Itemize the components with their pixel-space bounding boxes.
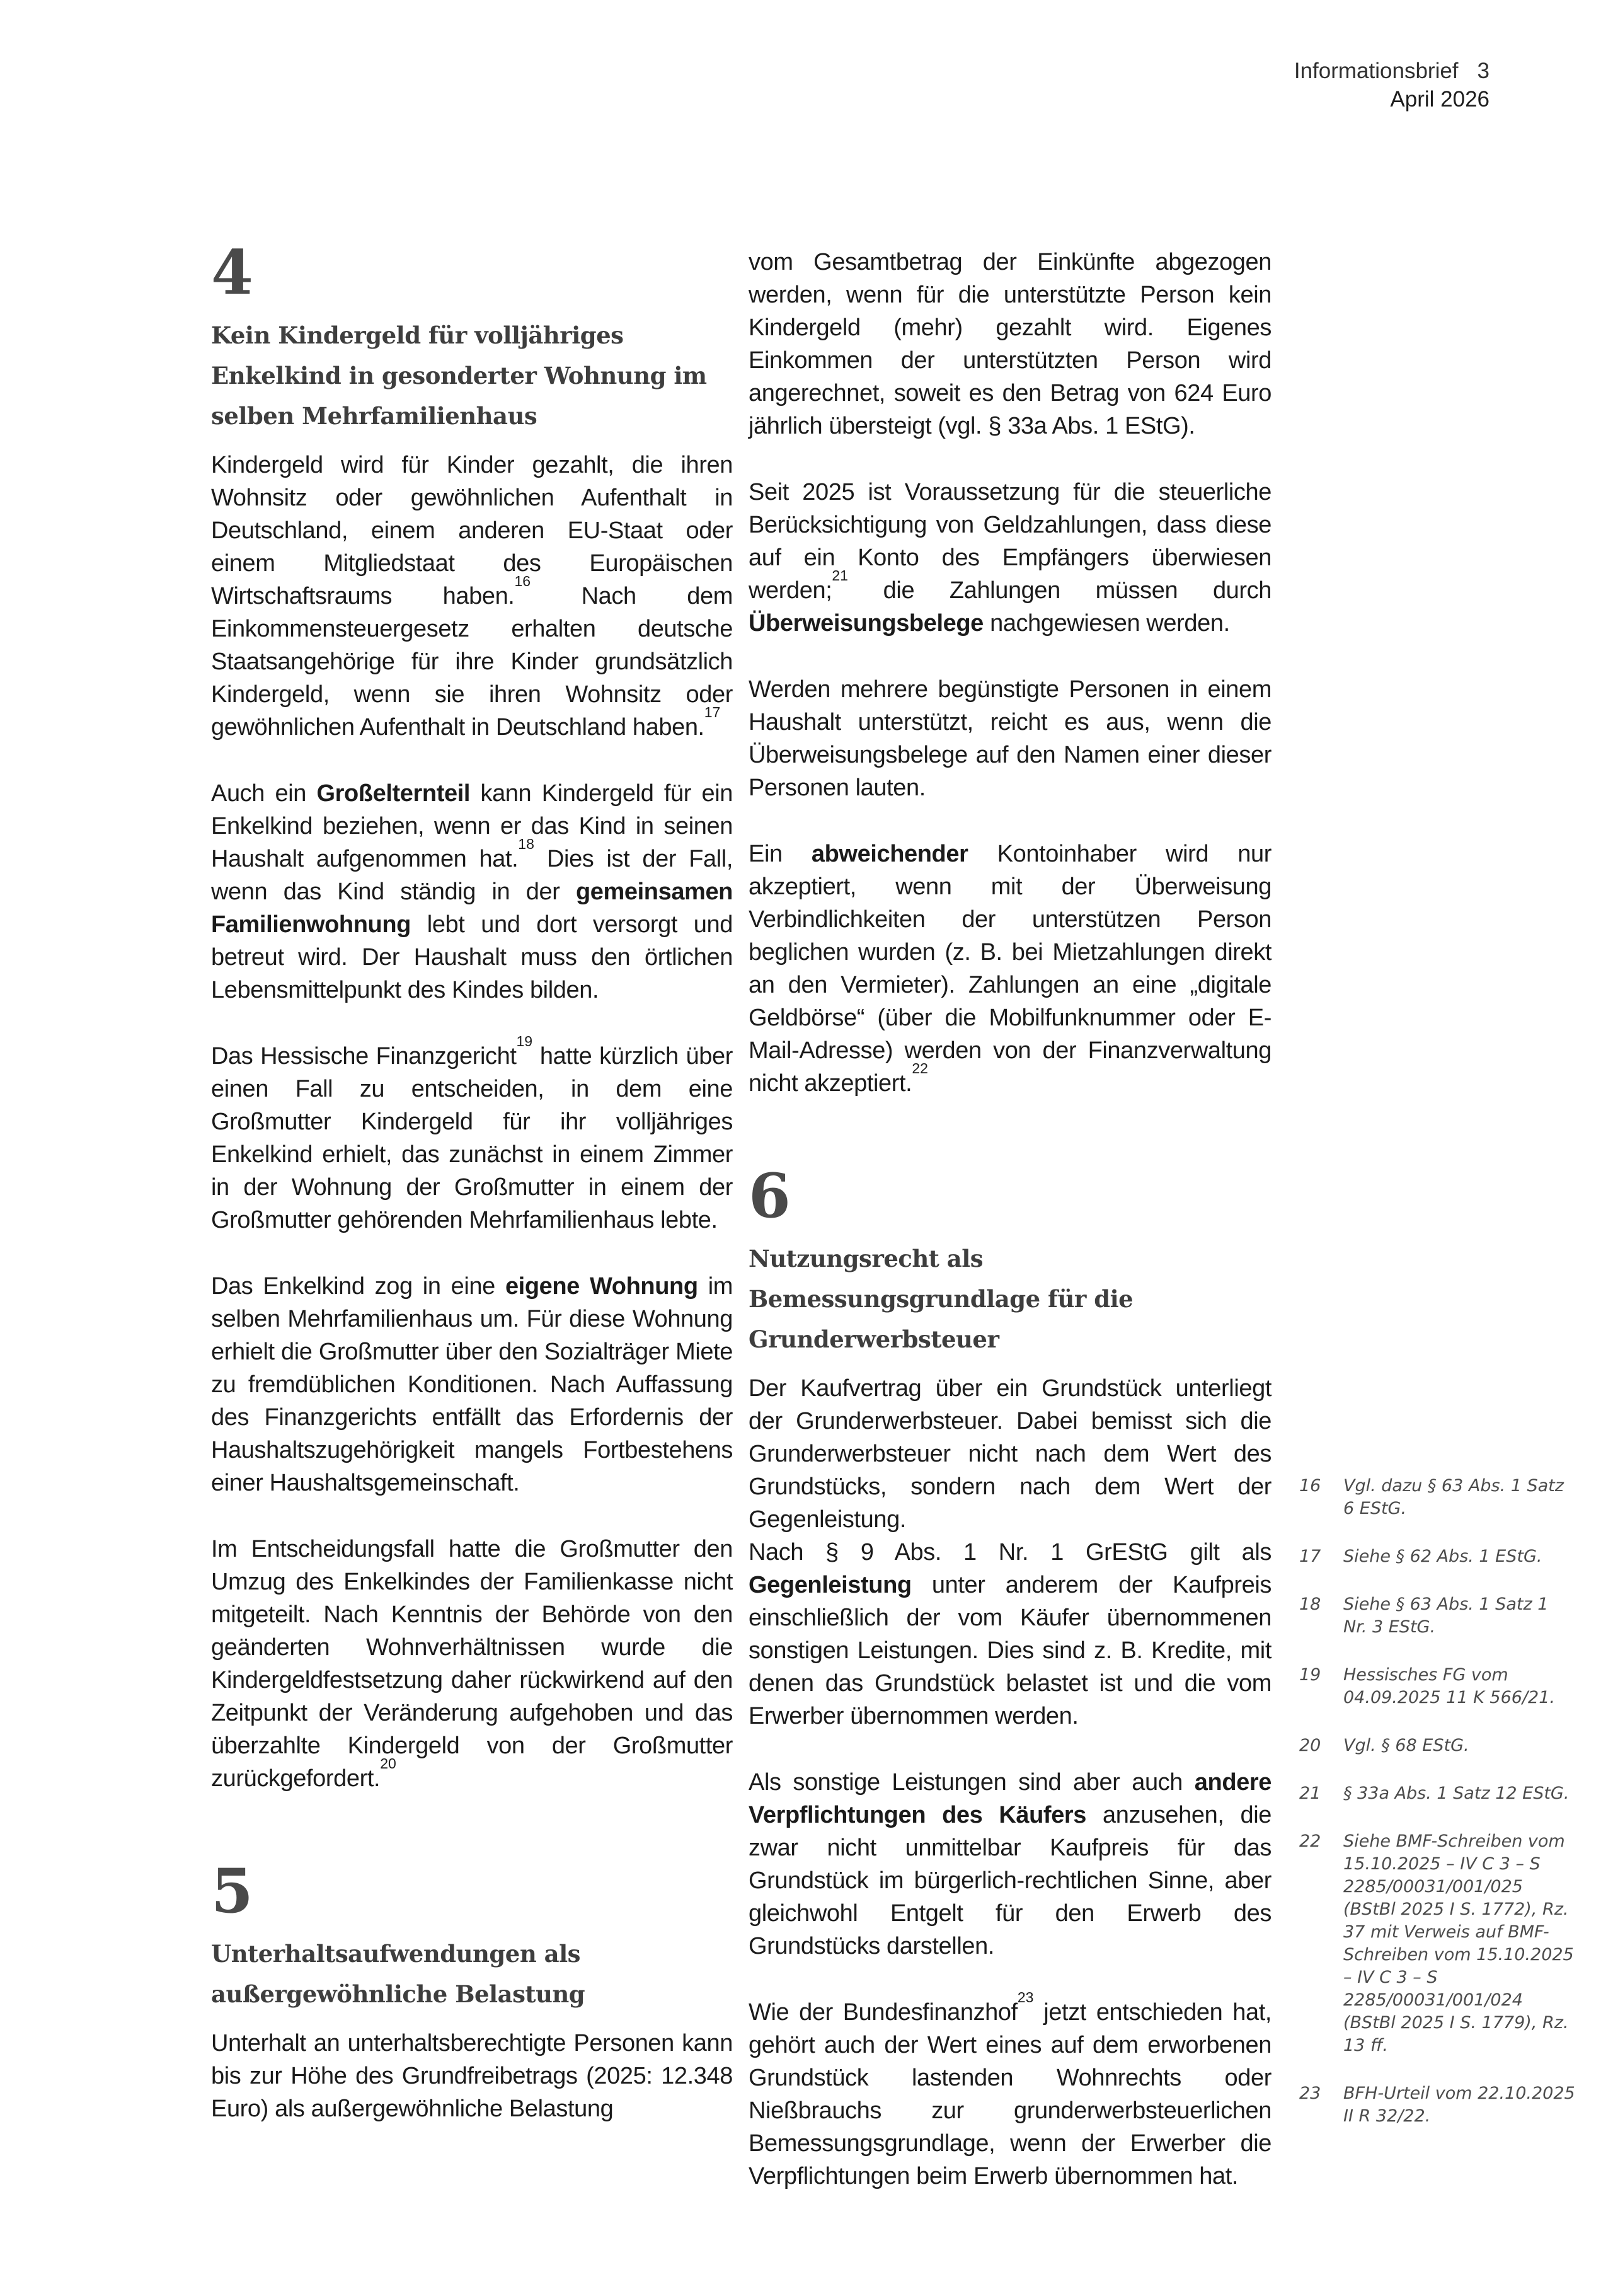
- section-5-continuation-paragraph: Ein abweichender Kontoinhaber wird nur akzeptiert, wenn mit der Überweisung Verbindlichkeiten der unterstützen Person beglichen wurden (z. B. bei Mietzahlungen direkt an den Vermieter). Zahlungen an eine „digitale Geldbörse“ (über die Mobilfunknummer oder E-Mail-Adresse) werden von der Finanzverwaltung nicht akzeptiert.$^{22}$: [749, 841, 1271, 1097]
- section-4-paragraph: Das Hessische Finanzgericht$^{19}$ hatte kürzlich über einen Fall zu entscheiden, in dem eine Großmutter Kindergeld für ihr volljähriges Enkelkind erhielt, das zunächst in einem Zimmer in der Wohnung der Großmutter in einem der Großmutter gehörenden Mehrfamilienhaus lebte.: [211, 1033, 733, 1233]
- section-6-paragraph: Der Kaufvertrag über ein Grundstück unterliegt der Grunderwerbsteuer. Dabei bemisst sich die Grunderwerbsteuer nicht nach dem Wert des Grundstücks, sondern nach dem Wert der Gegenleistung.: [749, 1375, 1271, 1533]
- header-line: [1294, 57, 1490, 85]
- footnote: [1299, 1734, 1576, 1757]
- footnote-number: 20: [1299, 1736, 1321, 1755]
- section-5-continuation-paragraph: Werden mehrere begünstigte Personen in einem Haushalt unterstützt, reicht es aus, wenn die Überweisungsbelege auf den Namen einer dieser Personen lauten.: [749, 676, 1271, 801]
- footnote: [1299, 1593, 1576, 1639]
- section-4-paragraph: Das Enkelkind zog in eine eigene Wohnung im selben Mehrfamilienhaus um. Für diese Wohnung erhielt die Großmutter über den Sozialträger Miete zu fremdüblichen Konditionen. Nach Auffassung des Finanzgerichts entfällt das Erfordernis der Haushaltszugehörigkeit mangels Fortbestehens einer Haushaltsgemeinschaft.: [211, 1273, 733, 1496]
- page-header: [1294, 57, 1490, 113]
- section-6-paragraph: Nach § 9 Abs. 1 Nr. 1 GrEStG gilt als Gegenleistung unter anderem der Kaufpreis einschließlich der vom Käufer übernommenen sonstigen Leistungen. Dies sind z. B. Kredite, mit denen das Grundstück belastet ist und die vom Erwerber übernommen werden.: [749, 1539, 1271, 1729]
- footnote: [1299, 1475, 1576, 1520]
- footnote: [1299, 1664, 1576, 1709]
- footnote-number: 17: [1299, 1547, 1321, 1566]
- footnote: [1299, 1782, 1576, 1805]
- section-4-paragraph: Kindergeld wird für Kinder gezahlt, die ihren Wohnsitz oder gewöhnlichen Aufenthalt in Deutschland, einem anderen EU-Staat oder einem Mitgliedstaat des Europäischen Wirtschaftsraums haben.$^{16}$ Nach dem Einkommensteuergesetz erhalten deutsche Staatsangehörige für ihre Kinder grundsätzlich Kindergeld, wenn sie ihren Wohnsitz oder gewöhnlichen Aufenthalt in Deutschland haben.$^{17}$: [211, 452, 733, 741]
- footnote-text: Siehe § 62 Abs. 1 EStG.: [1343, 1547, 1542, 1566]
- section-5-title: Unterhaltsaufwendungen als außergewöhnliche Belastung: [211, 1940, 585, 2008]
- footnotes-column: [1299, 1475, 1576, 2153]
- footnote: [1299, 1545, 1576, 1568]
- section-5-continuation-paragraph: vom Gesamtbetrag der Einkünfte abgezogen werden, wenn für die unterstützte Person kein Kindergeld (mehr) gezahlt wird. Eigenes Einkommen der unterstützten Person wird angerechnet, soweit es den Betrag von 624 Euro jährlich übersteigt (vgl. § 33a Abs. 1 EStG).: [749, 249, 1271, 439]
- footnote-number: 19: [1299, 1665, 1321, 1685]
- footnote-text: Siehe § 63 Abs. 1 Satz 1 Nr. 3 EStG.: [1343, 1595, 1549, 1637]
- footnote-number: 18: [1299, 1595, 1321, 1614]
- footnote-text: Siehe BMF-Schreiben vom 15.10.2025 – IV C 3 – S 2285/00031/001/025 (BStBl 2025 I S. 1772), Rz. 37 mit Verweis auf BMF-Schreiben vom 15.10.2025 – IV C 3 – S 2285/00031/001/024 (BStBl 2025 I S. 1779), Rz. 13 ff.: [1343, 1832, 1574, 2055]
- footnote-number: 22: [1299, 1832, 1321, 1851]
- section-4-paragraph: Im Entscheidungsfall hatte die Großmutter den Umzug des Enkelkindes der Familienkasse nicht mitgeteilt. Nach Kenntnis der Behörde von den geänderten Wohnverhältnissen wurde die Kindergeldfestsetzung daher rückwirkend auf den Zeitpunkt der Veränderung aufgehoben und das überzahlte Kindergeld von der Großmutter zurückgefordert.$^{20}$: [211, 1536, 733, 1792]
- section-4-paragraph: Auch ein Großelternteil kann Kindergeld für ein Enkelkind beziehen, wenn er das Kind in seinen Haushalt aufgenommen hat.$^{18}$ Dies ist der Fall, wenn das Kind ständig in der gemeinsamen Familienwohnung lebt und dort versorgt und betreut wird. Der Haushalt muss den örtlichen Lebensmittelpunkt des Kindes bilden.: [211, 780, 733, 1003]
- section-6-number: 6: [749, 1160, 791, 1232]
- issue-date: April 2026: [1390, 87, 1490, 112]
- section-5-paragraph: Unterhalt an unterhaltsberechtigte Personen kann bis zur Höhe des Grundfreibetrags (2025: 12.348 Euro) als außergewöhnliche Belastung: [211, 2030, 733, 2122]
- left-column: [211, 237, 733, 2159]
- footnote-text: BFH-Urteil vom 22.10.2025 II R 32/22.: [1343, 2084, 1575, 2126]
- newsletter-title: Informationsbrief: [1294, 59, 1459, 83]
- footnote: [1299, 2082, 1576, 2128]
- section-5-number: 5: [211, 1855, 253, 1927]
- section-6-paragraph: Wie der Bundesfinanzhof$^{23}$ jetzt entschieden hat, gehört auch der Wert eines auf dem erworbenen Grundstück lastenden Wohnrechts oder Nießbrauchs zur grunderwerbsteuerlichen Bemessungsgrundlage, wenn der Erwerber die Verpflichtungen beim Erwerb übernommen hat.: [749, 1989, 1272, 2189]
- footnote-text: Vgl. dazu § 63 Abs. 1 Satz 6 EStG.: [1343, 1476, 1564, 1518]
- footnote-number: 23: [1299, 2084, 1321, 2103]
- footnote-text: § 33a Abs. 1 Satz 12 EStG.: [1343, 1784, 1570, 1803]
- section-6-paragraph: Als sonstige Leistungen sind aber auch andere Verpflichtungen des Käufers anzusehen, die zwar nicht unmittelbar Kaufpreis für das Grundstück im bürgerlich-rechtlichen Sinne, aber gleichwohl Entgelt für den Erwerb des Grundstücks darstellen.: [749, 1769, 1271, 1959]
- middle-column: [749, 246, 1271, 2226]
- footnote-text: Hessisches FG vom 04.09.2025 11 K 566/21.: [1343, 1665, 1555, 1707]
- section-4-title: Kein Kindergeld für volljähriges Enkelkind in gesonderter Wohnung im selben Mehrfamilienhaus: [211, 321, 707, 430]
- page-number: 3: [1477, 59, 1490, 83]
- section-5-continuation-paragraph: Seit 2025 ist Voraussetzung für die steuerliche Berücksichtigung von Geldzahlungen, dass diese auf ein Konto des Empfängers überwiesen werden;$^{21}$ die Zahlungen müssen durch Überweisungsbelege nachgewiesen werden.: [749, 479, 1271, 637]
- section-6-title: Nutzungsrecht als Bemessungsgrundlage für die Grunderwerbsteuer: [749, 1245, 1134, 1353]
- section-4-number: 4: [211, 237, 253, 308]
- footnote-number: 21: [1299, 1784, 1321, 1803]
- footnote-number: 16: [1299, 1476, 1321, 1496]
- footnote-text: Vgl. § 68 EStG.: [1343, 1736, 1469, 1755]
- footnote: [1299, 1830, 1576, 2057]
